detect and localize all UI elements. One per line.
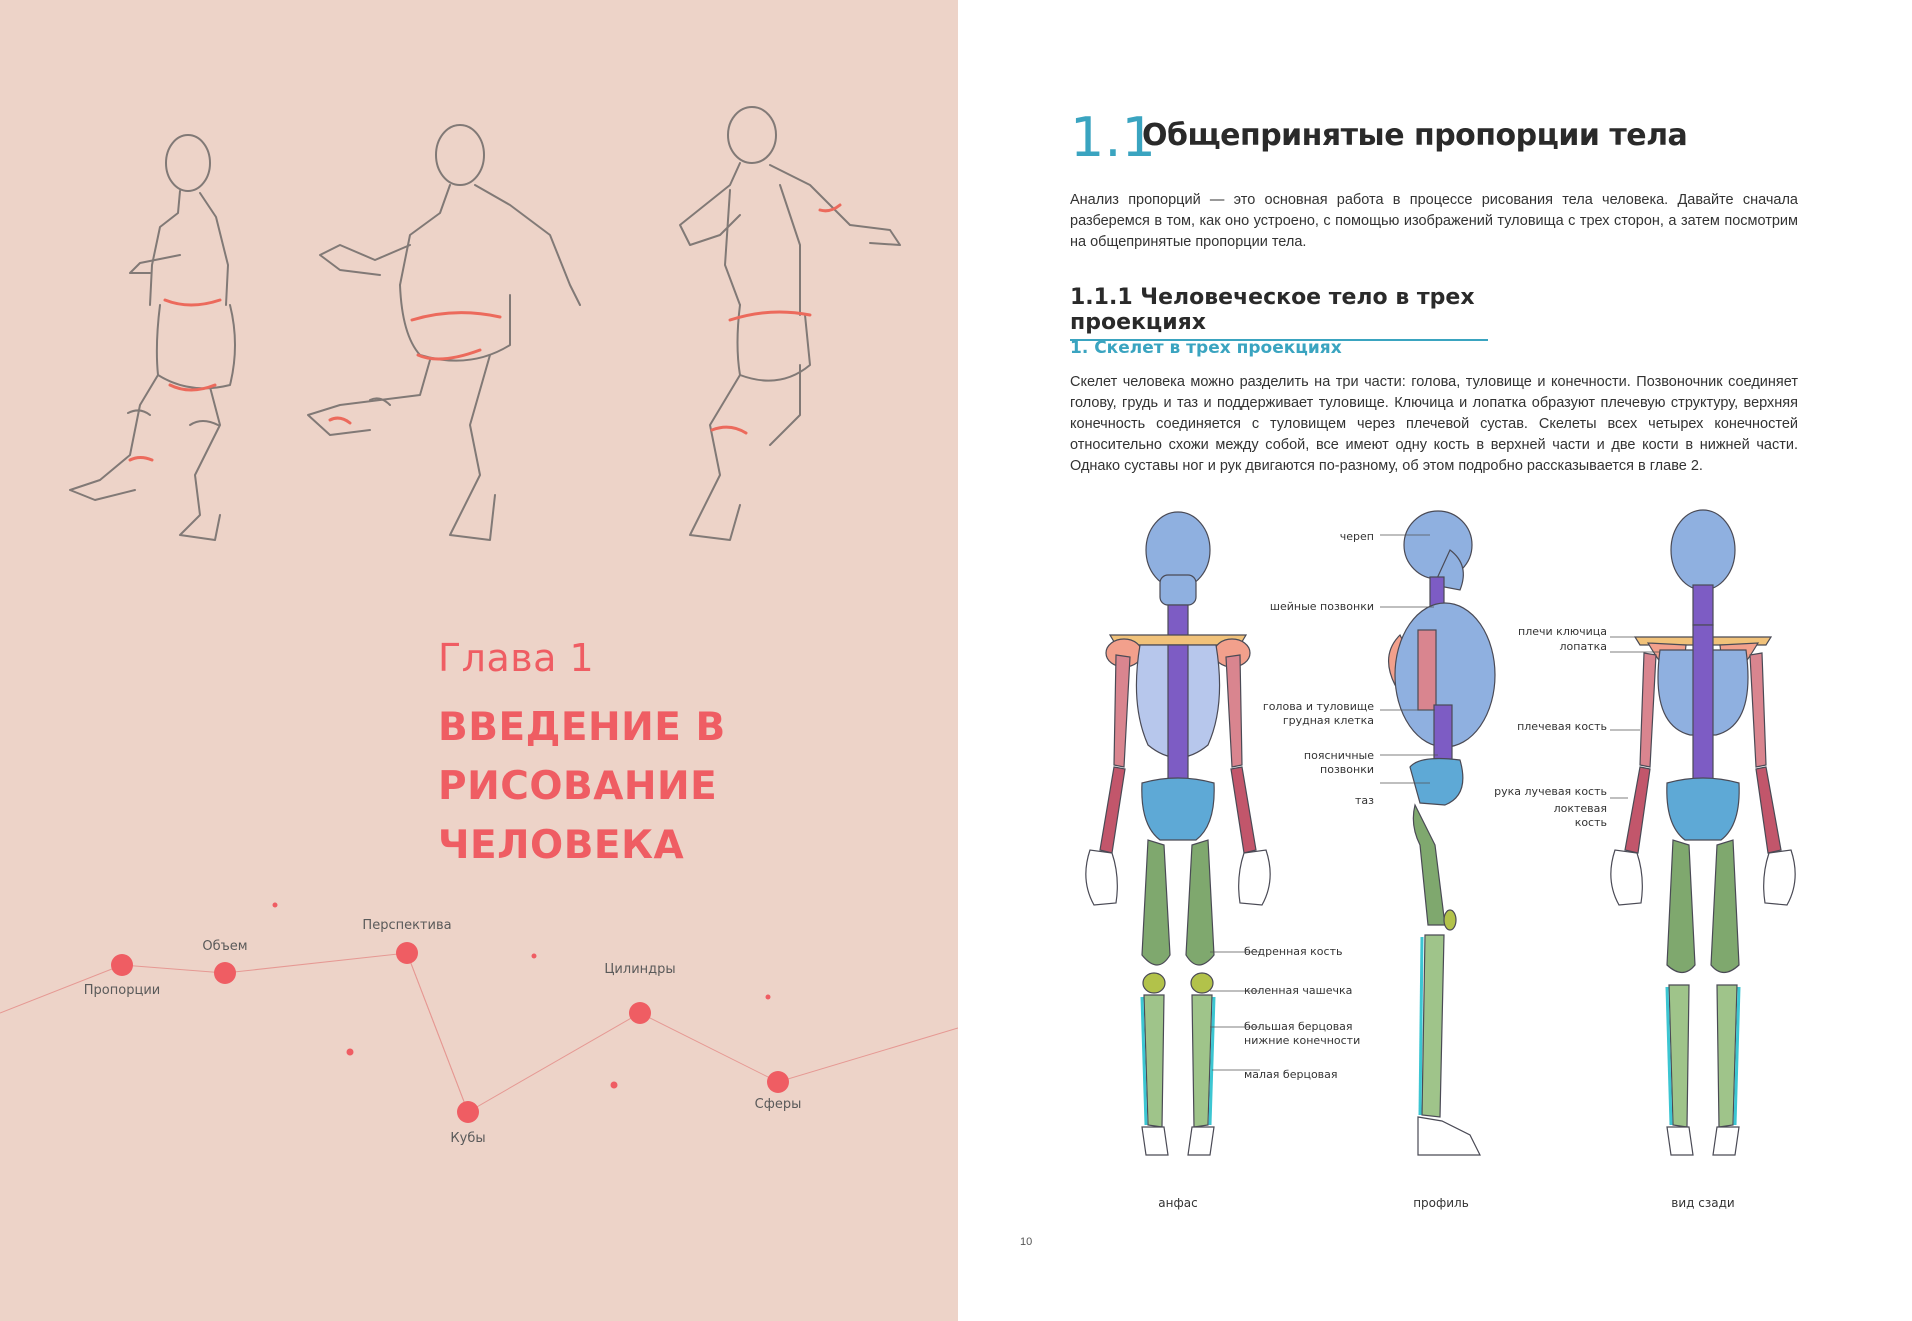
view-label-side: профиль <box>1413 1196 1469 1210</box>
label-rib-cage: грудная клетка <box>1282 714 1374 727</box>
label-radius: рука лучевая кость <box>1494 785 1607 798</box>
graph-label-proportions: Пропорции <box>83 983 161 998</box>
view-label-front: анфас <box>1158 1196 1198 1210</box>
graph-node-spheres <box>767 1071 789 1093</box>
right-page <box>958 0 1912 1321</box>
graph-node-cylinders <box>629 1002 651 1024</box>
concept-graph <box>0 880 958 1140</box>
graph-dot <box>532 954 537 959</box>
label-skull: череп <box>1339 530 1374 543</box>
figure-sketches <box>40 95 920 595</box>
graph-label-volume: Объем <box>202 939 248 954</box>
label-patella: коленная чашечка <box>1244 984 1353 997</box>
label-ulna-2: кость <box>1574 816 1607 829</box>
graph-dot <box>611 1082 618 1089</box>
graph-node-volume <box>214 962 236 984</box>
section-number: 1.1 <box>1070 106 1156 169</box>
page-number: 10 <box>1020 1236 1033 1248</box>
label-fibula: малая берцовая <box>1244 1068 1338 1081</box>
graph-dot <box>766 995 771 1000</box>
sketch-figure-2 <box>308 125 580 540</box>
label-humerus: плечевая кость <box>1517 720 1607 733</box>
graph-dot <box>273 903 278 908</box>
graph-dot <box>347 1049 354 1056</box>
label-lumbar-2: позвонки <box>1320 763 1374 776</box>
graph-label-cylinders: Цилиндры <box>604 962 676 977</box>
graph-node-proportions <box>111 954 133 976</box>
skeleton-back <box>1611 510 1795 1155</box>
label-tibia: большая берцовая <box>1244 1020 1353 1033</box>
skeleton-diagram <box>1050 505 1830 1195</box>
section-title: Общепринятые пропорции тела <box>1142 118 1688 153</box>
intro-paragraph: Анализ пропорций — это основная работа в процессе рисования тела человека. Давайте сначала разберемся в том, как оно устроено, с помощью изображений туловища с трех сторон, а затем посмотрим на общепринятые пропорции тела. <box>1070 192 1798 250</box>
label-clavicle: плечи ключица <box>1518 625 1607 638</box>
label-lumbar-1: поясничные <box>1303 749 1374 762</box>
label-head-trunk: голова и туловище <box>1262 700 1374 713</box>
subsubsection-title: 1. Скелет в трех проекциях <box>1070 338 1342 358</box>
label-cervical: шейные позвонки <box>1269 600 1374 613</box>
label-femur: бедренная кость <box>1244 945 1343 958</box>
label-lower-limbs: нижние конечности <box>1244 1034 1361 1047</box>
skeleton-side <box>1389 511 1495 1155</box>
graph-node-perspective <box>396 942 418 964</box>
body-paragraph: Скелет человека можно разделить на три части: голова, туловище и конечности. Позвоночник соединяет голову, грудь и таз и поддерживает туловище. Ключица и лопатка образуют плечевую структуру, верхняя конечность соединяется с туловищем через плечевой сустав. Скелеты всех четырех конечностей относительно схожи между собой, все имеют одну кость в верхней части и две кости в нижней части. Однако суставы ног и рук двигаются по-разному, об этом подробно рассказывается в главе 2. <box>1070 374 1798 474</box>
sketch-figure-1 <box>70 135 235 540</box>
view-label-back: вид сзади <box>1671 1196 1735 1210</box>
graph-node-cubes <box>457 1101 479 1123</box>
chapter-number: Глава 1 <box>438 636 595 680</box>
graph-label-perspective: Перспектива <box>362 918 452 933</box>
label-pelvis: таз <box>1355 794 1374 807</box>
chapter-title: ВВЕДЕНИЕ В РИСОВАНИЕ ЧЕЛОВЕКА <box>438 705 726 868</box>
label-scapula: лопатка <box>1559 640 1607 653</box>
graph-label-cubes: Кубы <box>450 1131 486 1146</box>
skeleton-front <box>1086 512 1270 1155</box>
subsection-title: 1.1.1 Человеческое тело в трех проекциях <box>1070 285 1488 341</box>
graph-label-spheres: Сферы <box>754 1097 802 1112</box>
label-ulna-1: локтевая <box>1553 802 1607 815</box>
sketch-figure-3 <box>680 107 900 540</box>
